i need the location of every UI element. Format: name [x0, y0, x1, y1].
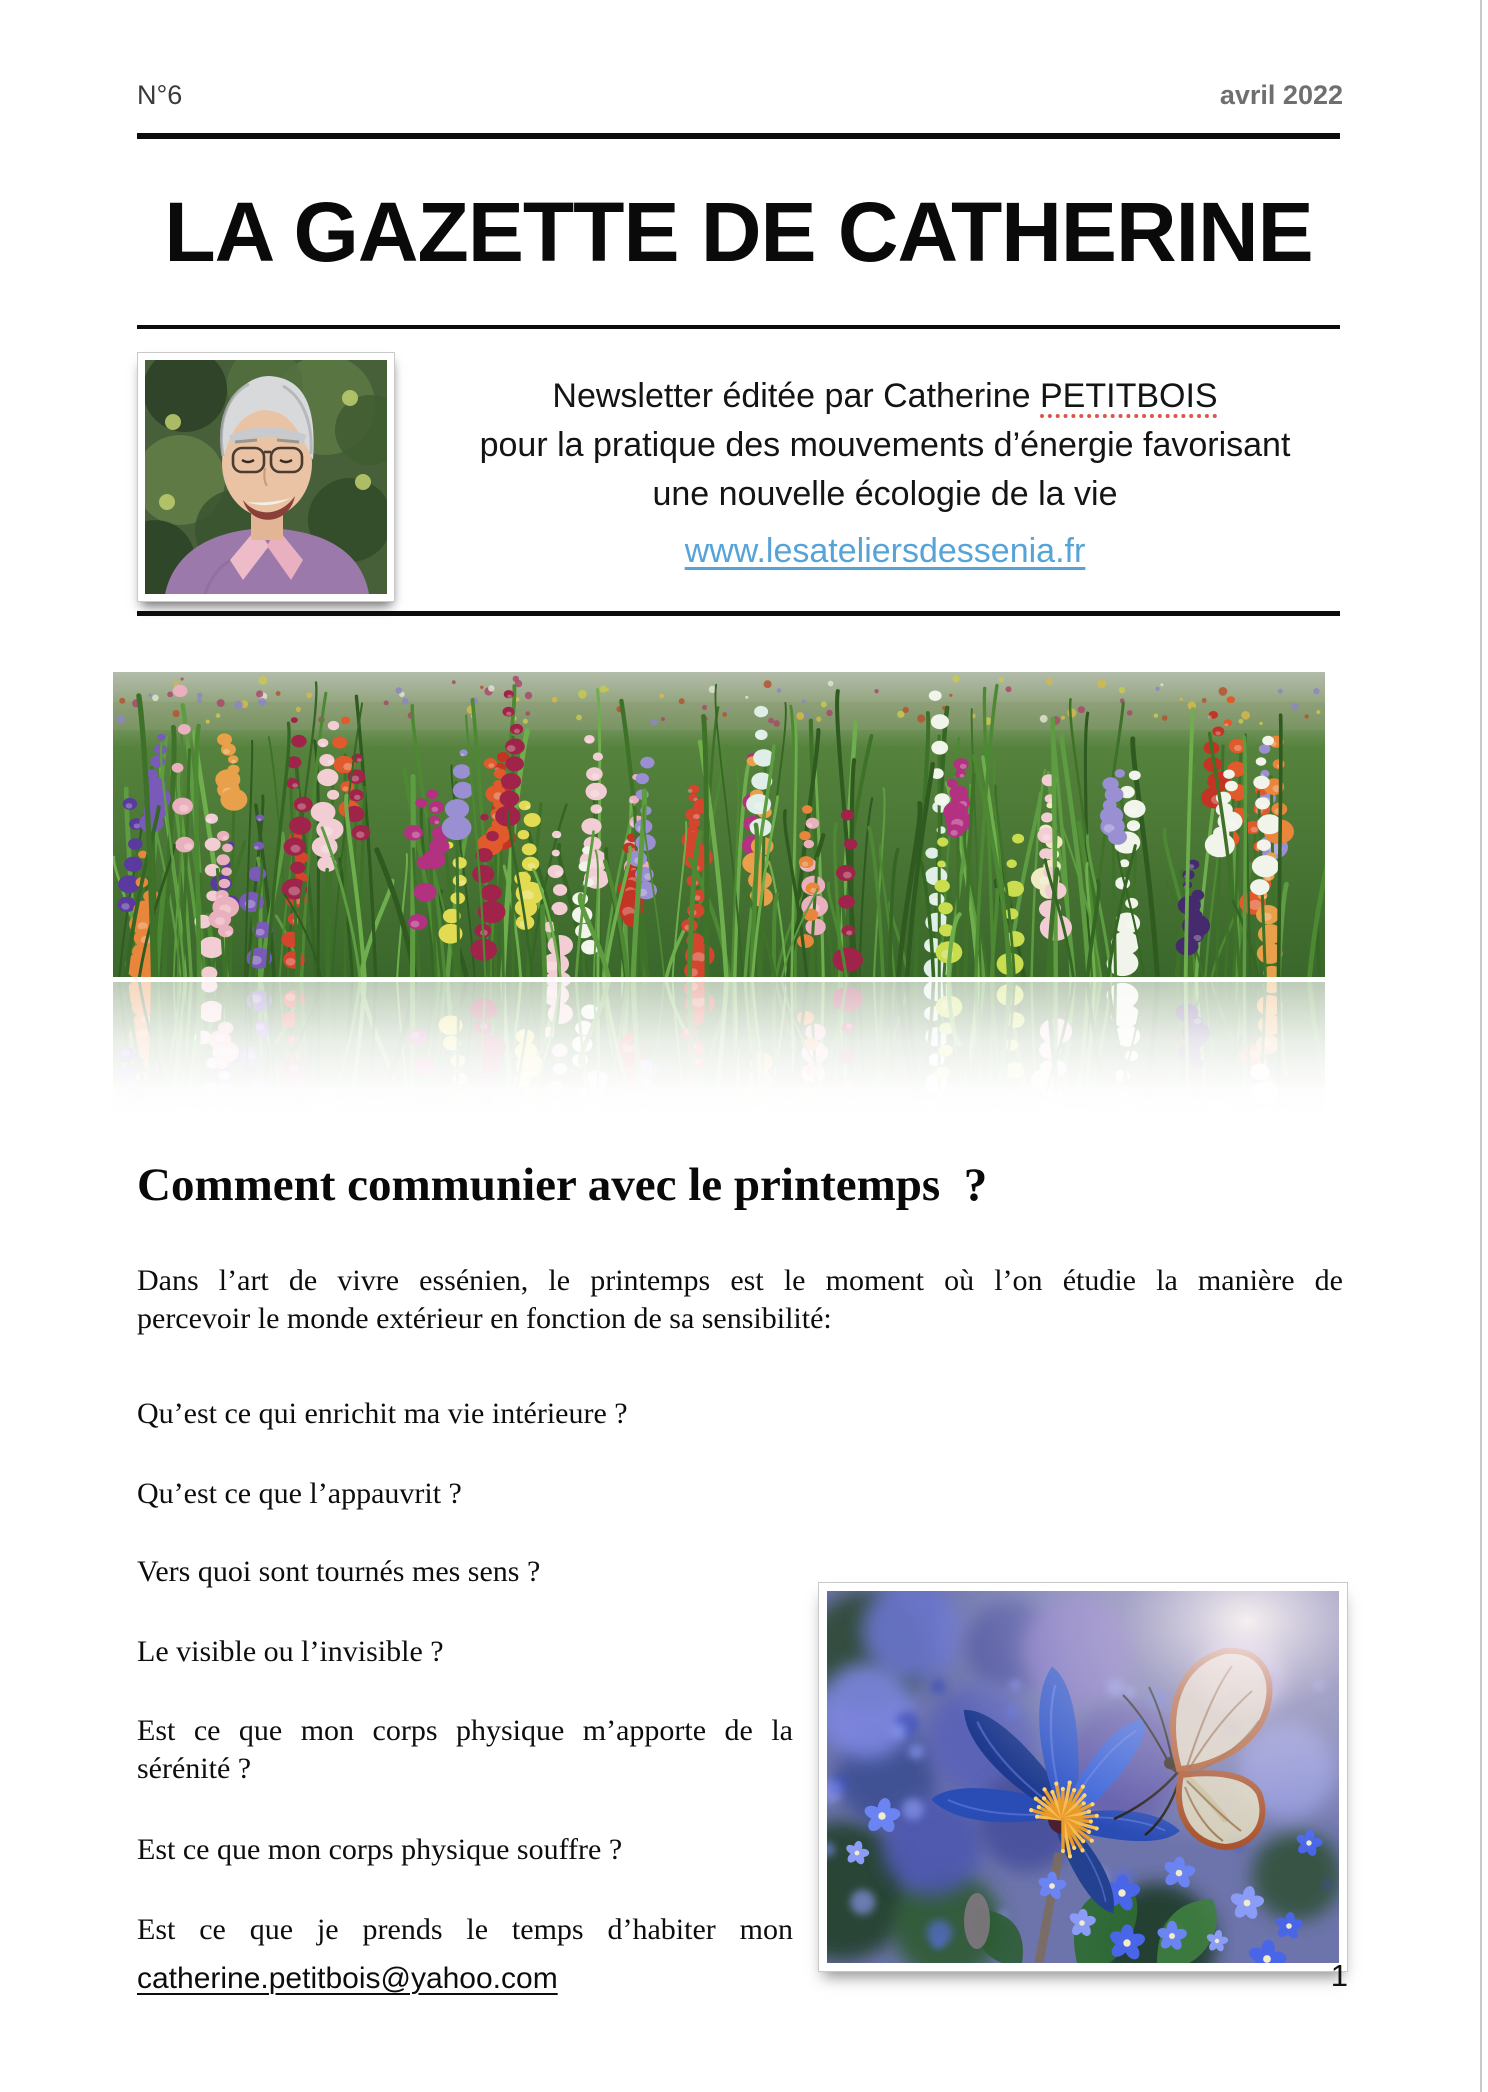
- question-5-line-1: Est ce que mon corps physique m’apporte de la: [137, 1714, 793, 1747]
- title-rule: [137, 325, 1340, 329]
- flower-field-image: [113, 672, 1325, 977]
- question-5: [137, 1712, 793, 1788]
- paragraph-line-2: percevoir le monde extérieur en fonction de sa sensibilité:: [137, 1302, 832, 1335]
- intro-line-1: [430, 372, 1340, 421]
- newsletter-title: LA GAZETTE DE CATHERINE: [164, 185, 1313, 279]
- butterfly-flower-image: [827, 1591, 1339, 1963]
- page-right-edge: [1480, 0, 1482, 2092]
- article-heading: Comment communier avec le printemps ?: [137, 1159, 988, 1211]
- page-number: 1: [1330, 1958, 1348, 1993]
- question-5-line-2: sérénité ?: [137, 1752, 252, 1785]
- article-intro-paragraph: [137, 1262, 1343, 1338]
- header-rule: [137, 133, 1340, 139]
- intro-line-1-text: Newsletter éditée par Catherine: [552, 377, 1040, 415]
- question-6: Est ce que mon corps physique souffre ?: [137, 1833, 623, 1866]
- intro-rule: [137, 611, 1340, 616]
- question-4: Le visible ou l’invisible ?: [137, 1635, 444, 1668]
- spellchecked-name: PETITBOIS: [1040, 377, 1218, 415]
- portrait-photo-image: [145, 360, 387, 594]
- issue-number: N°6: [137, 80, 183, 110]
- flower-field-photo: [113, 672, 1325, 977]
- flower-field-reflection: [113, 982, 1325, 1114]
- intro-line-3: une nouvelle écologie de la vie: [652, 475, 1118, 513]
- paragraph-line-1: Dans l’art de vivre essénien, le printemps est le moment où l’on étudie la manière de: [137, 1264, 1343, 1297]
- question-2: Qu’est ce que l’appauvrit ?: [137, 1477, 462, 1510]
- footer-email-link[interactable]: catherine.petitbois@yahoo.com: [137, 1962, 558, 1995]
- butterfly-flower-photo: [818, 1582, 1348, 1972]
- intro-line-2: pour la pratique des mouvements d’énergie favorisant: [479, 426, 1291, 464]
- issue-date: avril 2022: [1219, 80, 1343, 110]
- portrait-photo: [137, 352, 395, 602]
- question-3: Vers quoi sont tournés mes sens ?: [137, 1555, 541, 1588]
- question-7: Est ce que je prends le temps d’habiter mon: [137, 1913, 793, 1946]
- reflection-fade-overlay: [113, 982, 1325, 1114]
- website-link[interactable]: www.lesateliersdessenia.fr: [684, 532, 1086, 570]
- question-1: Qu’est ce qui enrichit ma vie intérieure ?: [137, 1397, 628, 1430]
- intro-link-line: [430, 527, 1340, 576]
- intro-block: [430, 372, 1340, 576]
